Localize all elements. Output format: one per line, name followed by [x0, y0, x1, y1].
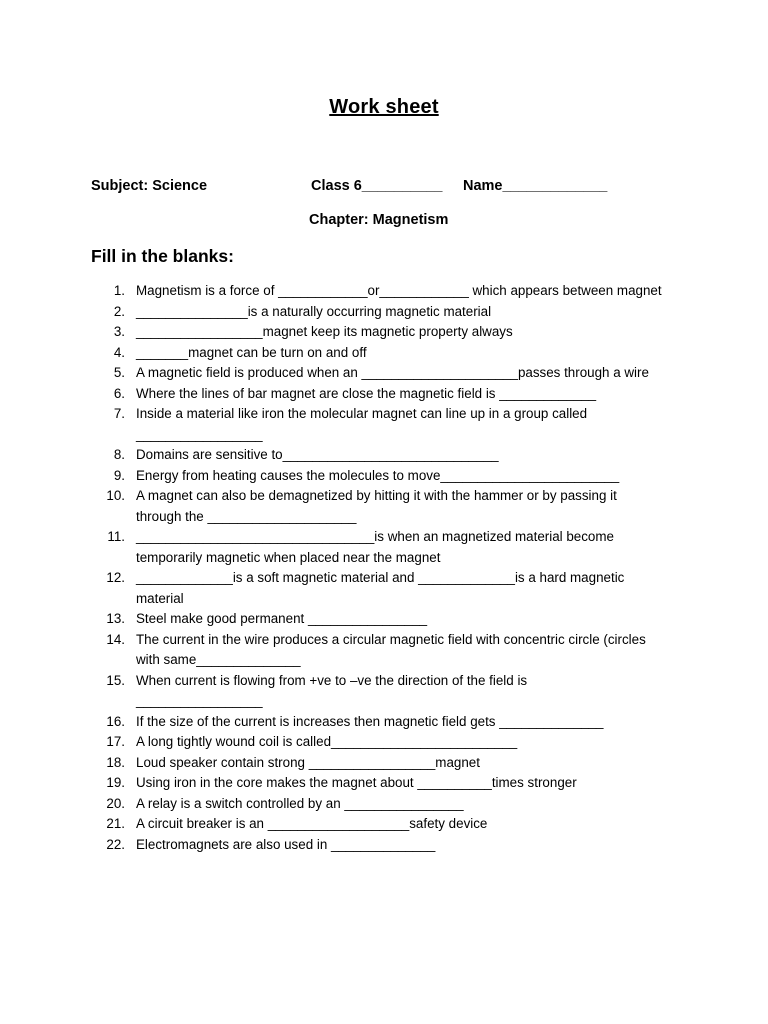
question-item: [0, 794, 768, 815]
question-text: Domains are sensitive to_____________________________: [136, 447, 499, 462]
question-text: _________________magnet keep its magnetic property always: [136, 324, 513, 339]
question-number: 14.: [106, 631, 125, 647]
question-item: [0, 322, 768, 343]
question-text: Magnetism is a force of ____________or____________ which appears between magnet: [136, 283, 662, 298]
question-list: [0, 281, 768, 855]
question-item: [0, 466, 768, 487]
question-number: 15.: [106, 672, 125, 688]
question-text: When current is flowing from +ve to –ve the direction of the field is _________________: [136, 672, 528, 708]
question-text: Loud speaker contain strong _________________magnet: [136, 754, 480, 770]
chapter-label: Chapter: Magnetism: [309, 212, 449, 228]
question-number: 17.: [106, 734, 125, 749]
question-number: 2.: [113, 303, 125, 319]
question-text: If the size of the current is increases then magnetic field gets ______________: [136, 713, 604, 729]
question-number: 16.: [106, 713, 125, 729]
question-item: [0, 281, 768, 302]
question-text: A long tightly wound coil is called_________________________: [136, 734, 518, 749]
question-text: A magnet can also be demagnetized by hitting it with the hammer or by passing it through the ____________________: [136, 488, 617, 524]
question-text: ________________________________is when an magnetized material become temporarily magnetic when placed near the magnet: [136, 529, 614, 565]
question-text: Steel make good permanent ________________: [136, 611, 428, 626]
section-heading: Fill in the blanks:: [91, 246, 234, 266]
question-number: 13.: [106, 611, 125, 626]
question-item: [0, 527, 768, 568]
question-item: [0, 712, 768, 733]
question-item: [0, 568, 768, 609]
question-number: 12.: [106, 570, 125, 585]
question-text: A circuit breaker is an ___________________safety device: [136, 816, 488, 831]
question-text: Where the lines of bar magnet are close the magnetic field is _____________: [136, 385, 597, 401]
question-item: [0, 343, 768, 364]
class-field: Class 6__________: [311, 178, 443, 194]
question-text: Inside a material like iron the molecular magnet can line up in a group called _________________: [136, 406, 588, 442]
question-text: Electromagnets are also used in ______________: [136, 836, 436, 852]
question-item: [0, 384, 768, 405]
question-number: 22.: [106, 836, 125, 852]
question-item: [0, 732, 768, 753]
question-item: [0, 609, 768, 630]
question-text: _______________is a naturally occurring magnetic material: [136, 303, 492, 319]
question-text: The current in the wire produces a circular magnetic field with concentric circle (circles with same______________: [136, 631, 646, 667]
question-item: [0, 363, 768, 384]
question-item: [0, 671, 768, 712]
question-number: 1.: [113, 283, 125, 298]
question-item: [0, 302, 768, 323]
question-item: [0, 773, 768, 794]
question-text: _____________is a soft magnetic material and _____________is a hard magnetic material: [136, 570, 625, 606]
question-text: _______magnet can be turn on and off: [136, 344, 367, 360]
page-title: Work sheet: [329, 96, 439, 118]
question-item: [0, 486, 768, 527]
question-item: [0, 630, 768, 671]
question-item: [0, 445, 768, 466]
question-number: 4.: [113, 344, 125, 360]
question-number: 7.: [113, 406, 125, 421]
subject-label: Subject: Science: [91, 178, 208, 194]
question-item: [0, 835, 768, 856]
question-item: [0, 753, 768, 774]
name-field: Name_____________: [463, 178, 608, 194]
question-number: 19.: [106, 775, 125, 790]
question-item: [0, 814, 768, 835]
question-number: 11.: [107, 529, 125, 544]
question-number: 10.: [106, 488, 125, 503]
question-number: 8.: [113, 447, 125, 462]
question-text: Energy from heating causes the molecules to move________________________: [136, 467, 620, 483]
question-item: [0, 404, 768, 445]
question-number: 5.: [113, 365, 125, 380]
question-text: A relay is a switch controlled by an ________________: [136, 795, 464, 811]
question-number: 18.: [106, 754, 125, 770]
question-text: Using iron in the core makes the magnet about __________times stronger: [136, 775, 577, 790]
question-number: 20.: [106, 795, 125, 811]
question-number: 6.: [113, 385, 125, 401]
question-number: 3.: [113, 324, 125, 339]
question-number: 9.: [113, 467, 125, 483]
question-number: 21.: [106, 816, 125, 831]
question-text: A magnetic field is produced when an _____________________passes through a wire: [136, 365, 649, 380]
